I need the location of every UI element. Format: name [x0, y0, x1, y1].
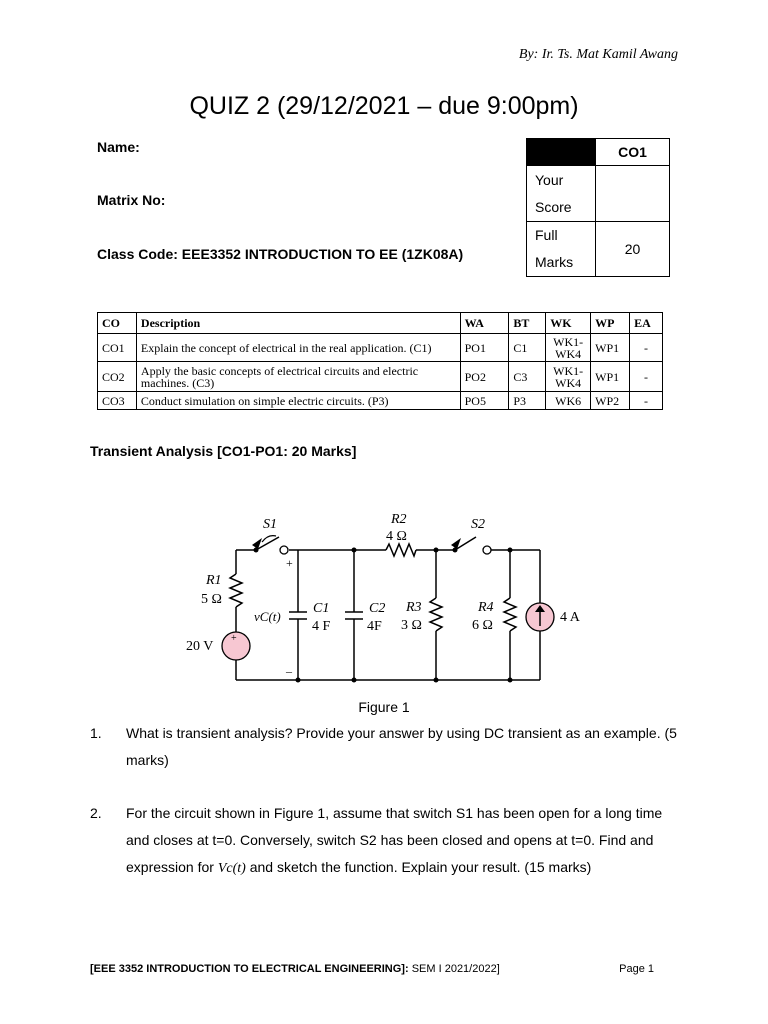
col-header-wp: WP	[591, 313, 630, 334]
voltage-source-plus: +	[231, 633, 237, 644]
label-s2: S2	[471, 517, 485, 532]
resistor-r4	[504, 598, 516, 631]
question-text: What is transient analysis? Provide your answer by using DC transient as an example. (5 marks)	[126, 725, 677, 768]
label-r2-name: R2	[391, 512, 407, 527]
label-r1-name: R1	[206, 573, 222, 588]
col-header-wa: WA	[460, 313, 509, 334]
label-s1: S1	[263, 517, 277, 532]
page-number: Page 1	[619, 963, 654, 975]
resistor-r3	[430, 598, 442, 631]
label-r2-value: 4 Ω	[386, 529, 407, 544]
label-r3-name: R3	[406, 600, 422, 615]
resistor-r1	[230, 574, 242, 607]
label-minus: –	[286, 664, 292, 678]
full-marks-value: 20	[596, 222, 670, 277]
co-table-header-row	[98, 313, 663, 334]
junction-dot	[352, 678, 357, 683]
junction-dot	[296, 678, 301, 683]
junction-dot	[434, 548, 439, 553]
label-c2-value: 4F	[367, 619, 382, 634]
score-table-header: CO1	[596, 139, 670, 166]
col-header-co: CO	[98, 313, 137, 334]
label-vc: vC(t)	[254, 609, 281, 624]
col-header-wk: WK	[546, 313, 591, 334]
junction-dot	[352, 548, 357, 553]
label-c2-name: C2	[369, 601, 386, 616]
col-header-ea: EA	[630, 313, 663, 334]
junction-dot	[508, 678, 513, 683]
matrix-label: Matrix No:	[97, 192, 166, 208]
label-current-source: 4 A	[560, 610, 580, 625]
question-number: 2.	[90, 805, 102, 821]
table-row: CO3 Conduct simulation on simple electric circuits. (P3) PO5 P3 WK6 WP2 -	[98, 392, 663, 410]
label-r1-value: 5 Ω	[201, 592, 222, 607]
resistor-r2	[386, 544, 416, 556]
table-row: CO2 Apply the basic concepts of electrical circuits and electric machines. (C3) PO2 C3 WK1-WK4 WP1 -	[98, 362, 663, 392]
col-header-bt: BT	[509, 313, 546, 334]
label-r4-value: 6 Ω	[472, 618, 493, 633]
question-2	[90, 800, 680, 882]
table-row: CO1 Explain the concept of electrical in the real application. (C1) PO1 C1 WK1-WK4 WP1 -	[98, 334, 663, 362]
your-score-label: Your Score	[527, 166, 596, 222]
switch-s1-contact	[280, 546, 288, 554]
name-label: Name:	[97, 139, 140, 155]
page-title: QUIZ 2 (29/12/2021 – due 9:00pm)	[189, 92, 579, 120]
label-r3-value: 3 Ω	[401, 618, 422, 633]
col-header-description: Description	[136, 313, 460, 334]
label-voltage-source: 20 V	[186, 639, 214, 654]
switch-s2-contact	[483, 546, 491, 554]
score-table	[526, 138, 670, 277]
circuit-diagram	[180, 500, 600, 690]
author-line: By: Ir. Ts. Mat Kamil Awang	[518, 47, 678, 62]
math-expression: Vc(t)	[217, 861, 246, 876]
your-score-value	[596, 166, 670, 222]
footer-course: [EEE 3352 INTRODUCTION TO ELECTRICAL ENGINEERING]: SEM I 2021/2022]	[90, 963, 500, 975]
question-number: 1.	[90, 725, 102, 741]
full-marks-label: Full Marks	[527, 222, 596, 277]
co-table	[97, 312, 663, 410]
label-r4-name: R4	[478, 600, 494, 615]
score-table-blank-cell	[527, 139, 596, 166]
label-plus: +	[286, 556, 293, 570]
junction-dot	[508, 548, 513, 553]
label-c1-name: C1	[313, 601, 330, 616]
class-code-label: Class Code: EEE3352 INTRODUCTION TO EE (1ZK08A)	[97, 246, 464, 262]
question-text: For the circuit shown in Figure 1, assume that switch S1 has been open for a long time and closes at t=0. Conversely, switch S2 has been closed and opens at t=0. Find and expression for Vc(t) and sketch the function. Explain your result. (15 marks)	[126, 805, 663, 876]
section-heading: Transient Analysis [CO1-PO1: 20 Marks]	[90, 443, 357, 459]
question-1	[90, 720, 680, 774]
figure-caption: Figure 1	[358, 699, 410, 715]
label-c1-value: 4 F	[312, 619, 331, 634]
switch-s1-arrow	[262, 536, 276, 542]
junction-dot	[434, 678, 439, 683]
